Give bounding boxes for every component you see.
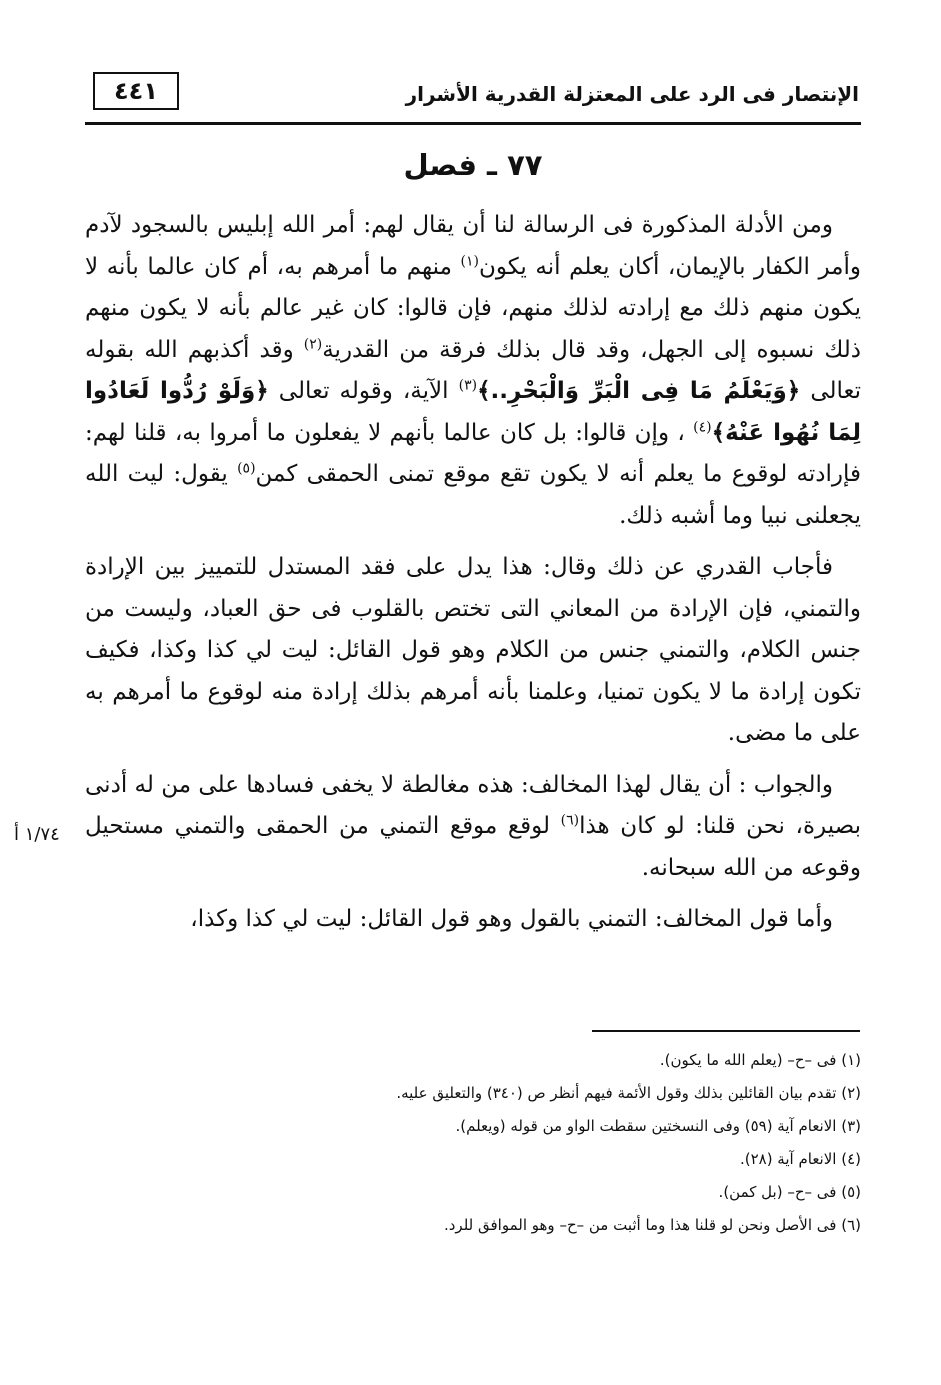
margin-folio-reference: ١/٧٤ أ <box>14 824 60 845</box>
paragraph-1-text-c: وقد أكذبهم الله بقوله تعالى <box>85 336 862 404</box>
paragraph-4: وأما قول المخالف: التمني بالقول وهو قول القائل: ليت لي كذا وكذا، <box>190 906 833 932</box>
paragraph-1 <box>85 205 861 537</box>
footnote-ref-4: (٤) <box>693 418 712 435</box>
paragraph-3-text-a: والجواب : أن يقال لهذا المخالف: هذه مغالطة لا يخفى فسادها على من له أدنى بصيرة، نحن قلنا: لو كان هذا <box>85 771 862 839</box>
footnote-1: (١) فى –ح– (يعلم الله ما يكون). <box>659 1051 861 1069</box>
footnote-ref-1: (١) <box>460 252 479 269</box>
quran-quote-1: ﴿وَيَعْلَمُ مَا فِى الْبَرِّ وَالْبَحْرِ..﴾ <box>477 378 801 404</box>
footnote-ref-2: (٢) <box>303 335 323 352</box>
page-number: ٤٤١ <box>114 77 158 105</box>
footnote-6: (٦) فى الأصل ونحن لو قلنا هذا وما أثبت من –ح– وهو الموافق للرد. <box>443 1216 861 1234</box>
main-text <box>85 205 861 951</box>
footnote-2: (٢) تقدم بيان القائلين بذلك وقول الأئمة فيهم أنظر ص (٣٤٠) والتعليق عليه. <box>396 1084 861 1102</box>
footnote-ref-3: (٣) <box>458 377 478 394</box>
paragraph-1-text-b: منهم ما أمرهم به، أم كان عالما بأنه لا يكون منهم ذلك مع إرادته لذلك منهم، فإن قالوا: كان غير عالم بأنه لا يكون منهم ذلك نسبوه إلى الجهل، وقد قال بذلك فرقة من القدرية <box>85 253 861 363</box>
footnote-divider <box>592 1030 860 1032</box>
footnote-3: (٣) الانعام آية (٥٩) وفى النسختين سقطت الواو من قوله (ويعلم). <box>455 1117 861 1135</box>
paragraph-2: فأجاب القدري عن ذلك وقال: هذا يدل على فقد المستدل للتمييز بين الإرادة والتمني، فإن الإرادة من المعاني التى تختص بالقلوب فى حق العباد، وليست من جنس الكلام، والتمني جنس من الكلام وهو قول القائل: ليت لي كذا وكذا، فكيف تكون إرادة ما لا يكون تمنيا، وعلمنا بأنه أمرهم بذلك إرادة منه لوقوع ما أمرهم به على ما مضى. <box>85 554 861 746</box>
header-divider <box>85 122 861 125</box>
paragraph-3 <box>85 765 861 890</box>
page-number-box <box>93 72 179 110</box>
paragraph-1-text-e: ، وإن قالوا: بل كان عالما بأنهم لا يفعلون ما أمروا به، قلنا لهم: فإرادته لوقوع ما يعلم أنه لا يكون تقع موقع تمنى الحمقى كمن <box>85 419 862 487</box>
running-title: الإنتصار فى الرد على المعتزلة القدرية الأشرار <box>405 82 859 106</box>
footnotes-list <box>85 1044 861 1242</box>
chapter-title: ٧٧ ـ فصل <box>403 148 543 182</box>
paragraph-1-text-a: ومن الأدلة المذكورة فى الرسالة لنا أن يقال لهم: أمر الله إبليس بالسجود لآدم وأمر الكفار بالإيمان، أكان يعلم أنه يكون <box>85 212 861 280</box>
paragraph-1-text-f: يقول: ليت الله يجعلنى نبيا وما أشبه ذلك. <box>85 461 861 529</box>
footnote-ref-6: (٦) <box>560 812 580 829</box>
paragraph-1-text-d: الآية، وقوله تعالى <box>268 378 459 404</box>
quran-quote-2: ﴿وَلَوْ رُدُّوا لَعَادُوا لِمَا نُهُوا عَنْهُ﴾ <box>85 378 862 446</box>
paragraph-3-text-b: لوقع موقع التمني من الحمقى والتمني مستحيل وقوعه من الله سبحانه. <box>85 813 861 881</box>
footnote-4: (٤) الانعام آية (٢٨). <box>739 1150 861 1168</box>
footnote-5: (٥) فى –ح– (بل كمن). <box>718 1183 861 1201</box>
footnote-ref-5: (٥) <box>237 460 256 477</box>
